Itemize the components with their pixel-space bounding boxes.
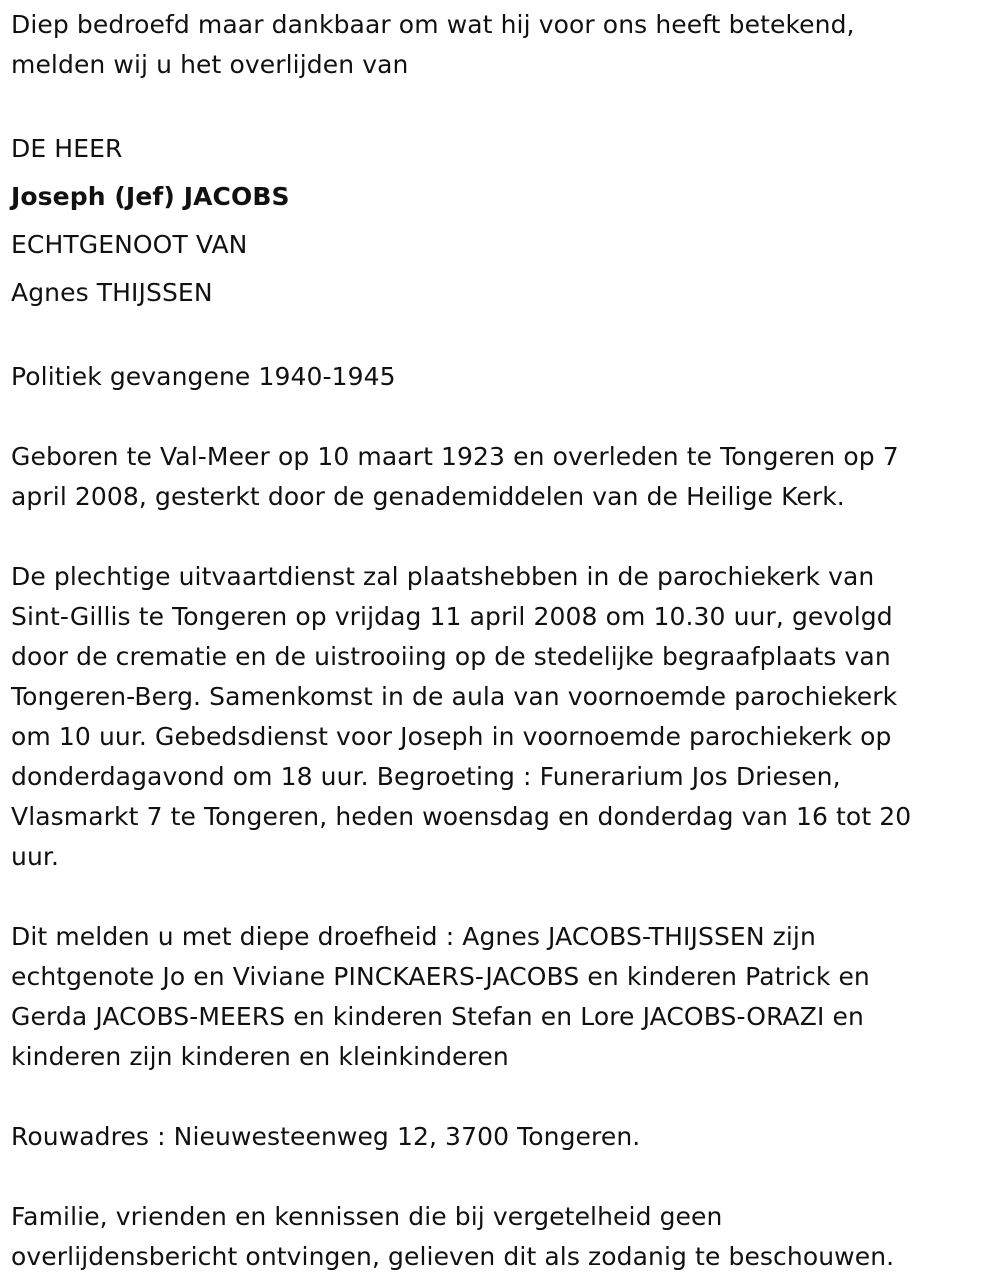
text-line: donderdagavond om 18 uur. Begroeting : Funerarium Jos Driesen, (11, 762, 841, 791)
relation-label: ECHTGENOOT VAN (11, 230, 248, 259)
spacer (11, 517, 1000, 557)
mourning-address: Rouwadres : Nieuwesteenweg 12, 3700 Tongeren. (11, 1122, 641, 1151)
text-line: Geboren te Val-Meer op 10 maart 1923 en overleden te Tongeren op 7 (11, 442, 899, 471)
birth-death-paragraph (11, 437, 1000, 517)
text-line: Gerda JACOBS-MEERS en kinderen Stefan en Lore JACOBS-ORAZI en (11, 1002, 864, 1031)
spacer (11, 1157, 1000, 1197)
name-block (11, 125, 1000, 317)
text-line: Sint-Gillis te Tongeren op vrijdag 11 april 2008 om 10.30 uur, gevolgd (11, 602, 893, 631)
text-line: april 2008, gesterkt door de genademiddelen van de Heilige Kerk. (11, 482, 845, 511)
closing-paragraph (11, 1197, 1000, 1277)
text-line: echtgenote Jo en Viviane PINCKAERS-JACOBS en kinderen Patrick en (11, 962, 870, 991)
text-line: overlijdensbericht ontvingen, gelieven dit als zodanig te beschouwen. (11, 1242, 895, 1271)
text-line: uur. (11, 842, 60, 871)
political-prisoner-note: Politiek gevangene 1940-1945 (11, 362, 396, 391)
text-line: Vlasmarkt 7 te Tongeren, heden woensdag en donderdag van 16 tot 20 (11, 802, 912, 831)
honorific: DE HEER (11, 134, 123, 163)
text-line: door de crematie en de uistrooiing op de stedelijke begraafplaats van (11, 642, 891, 671)
spacer (11, 397, 1000, 437)
spacer (11, 1077, 1000, 1117)
text-line: Diep bedroefd maar dankbaar om wat hij voor ons heeft betekend, (11, 10, 855, 39)
text-line: melden wij u het overlijden van (11, 50, 409, 79)
family-paragraph (11, 917, 1000, 1077)
text-line: De plechtige uitvaartdienst zal plaatshebben in de parochiekerk van (11, 562, 875, 591)
text-line: kinderen zijn kinderen en kleinkinderen (11, 1042, 509, 1071)
spacer (11, 85, 1000, 125)
spouse-name: Agnes THIJSSEN (11, 278, 213, 307)
spacer (11, 317, 1000, 357)
text-line: Tongeren-Berg. Samenkomst in de aula van voornoemde parochiekerk (11, 682, 898, 711)
text-line: om 10 uur. Gebedsdienst voor Joseph in voornoemde parochiekerk op (11, 722, 892, 751)
deceased-name: Joseph (Jef) JACOBS (11, 182, 290, 211)
text-line: Dit melden u met diepe droefheid : Agnes JACOBS-THIJSSEN zijn (11, 922, 816, 951)
service-paragraph (11, 557, 1000, 877)
text-line: Familie, vrienden en kennissen die bij vergetelheid geen (11, 1202, 723, 1231)
spacer (11, 877, 1000, 917)
intro-paragraph (11, 5, 1000, 85)
